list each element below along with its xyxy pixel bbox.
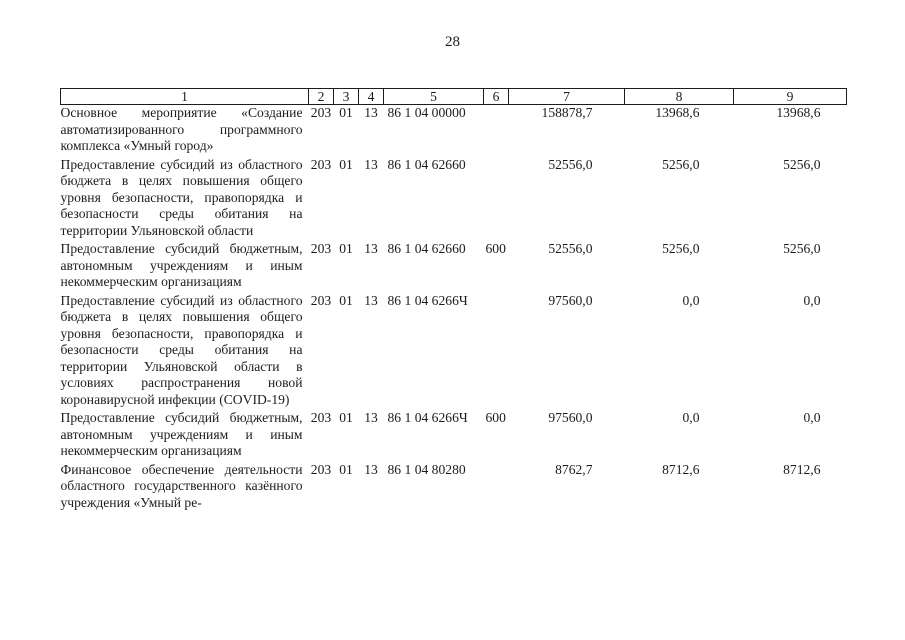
header-cell: 1 xyxy=(61,89,309,105)
header-cell: 7 xyxy=(509,89,625,105)
row-code-4: 13 xyxy=(364,156,378,172)
table-row xyxy=(61,157,847,242)
row-amount-7: 52556,0 xyxy=(548,156,593,172)
row-amount-7: 97560,0 xyxy=(548,410,593,425)
row-code-4: 13 xyxy=(364,105,378,120)
table-row xyxy=(61,410,847,462)
table-row xyxy=(61,293,847,411)
row-amount-8: 5256,0 xyxy=(662,241,700,256)
row-amount-8: 0,0 xyxy=(682,410,700,425)
row-code-4: 13 xyxy=(364,410,378,425)
row-code-5: 86 1 04 6266Ч xyxy=(387,410,468,425)
row-code-4: 13 xyxy=(364,461,378,477)
row-amount-8: 8712,6 xyxy=(662,461,700,477)
row-amount-7: 97560,0 xyxy=(548,292,593,308)
table-row xyxy=(61,241,847,293)
row-name: Финансовое обеспечение деятельности областного государственного казённого учреждения «Умный ре- xyxy=(60,461,303,510)
row-code-5: 86 1 04 62660 xyxy=(387,241,466,256)
row-code-2: 203 xyxy=(310,241,332,256)
row-code-2: 203 xyxy=(310,156,332,172)
row-code-6: 600 xyxy=(485,241,506,256)
row-code-2: 203 xyxy=(310,105,332,120)
row-amount-9: 13968,6 xyxy=(776,105,821,120)
row-code-3: 01 xyxy=(339,461,353,477)
row-code-3: 01 xyxy=(339,410,353,425)
header-cell: 2 xyxy=(309,89,334,105)
header-cell: 3 xyxy=(334,89,359,105)
header-row xyxy=(61,89,847,105)
row-amount-7: 8762,7 xyxy=(555,461,593,477)
row-name: Предоставление субсидий из областного бюджета в целях повышения общего уровня безопасности, правопорядка и безопасности среды обитания на территории Ульяновской области в условиях распространения новой коронавирусной инфекции (COVID-19) xyxy=(60,292,303,407)
row-code-6 xyxy=(484,105,509,157)
header-cell: 9 xyxy=(734,89,847,105)
header-cell: 5 xyxy=(384,89,484,105)
row-code-5: 86 1 04 6266Ч xyxy=(387,292,468,308)
table-row xyxy=(61,462,847,514)
row-name: Предоставление субсидий бюджетным, автономным учреждениям и иным некоммерческим организациям xyxy=(60,410,303,458)
row-amount-9: 5256,0 xyxy=(783,241,821,256)
row-code-4: 13 xyxy=(364,241,378,256)
row-amount-9: 0,0 xyxy=(803,292,821,308)
row-amount-9: 5256,0 xyxy=(783,156,821,172)
header-cell: 8 xyxy=(625,89,734,105)
row-amount-8: 0,0 xyxy=(682,292,700,308)
row-code-2: 203 xyxy=(310,461,332,477)
row-amount-7: 158878,7 xyxy=(541,105,593,120)
budget-table xyxy=(60,88,847,513)
row-code-2: 203 xyxy=(310,410,332,425)
row-code-4: 13 xyxy=(364,292,378,308)
table-row xyxy=(61,105,847,157)
row-code-6 xyxy=(484,157,509,242)
row-amount-8: 5256,0 xyxy=(662,156,700,172)
row-amount-8: 13968,6 xyxy=(655,105,700,120)
row-amount-7: 52556,0 xyxy=(548,241,593,256)
row-amount-9: 0,0 xyxy=(803,410,821,425)
header-cell: 4 xyxy=(359,89,384,105)
row-code-5: 86 1 04 62660 xyxy=(387,156,466,172)
row-code-5: 86 1 04 00000 xyxy=(387,105,466,120)
row-amount-9: 8712,6 xyxy=(783,461,821,477)
row-code-6 xyxy=(484,462,509,514)
row-code-3: 01 xyxy=(339,105,353,120)
row-code-5: 86 1 04 80280 xyxy=(387,461,466,477)
header-cell: 6 xyxy=(484,89,509,105)
row-code-2: 203 xyxy=(310,292,332,308)
row-code-3: 01 xyxy=(339,241,353,256)
row-code-3: 01 xyxy=(339,292,353,308)
row-name: Предоставление субсидий бюджетным, автономным учреждениям и иным некоммерческим организациям xyxy=(60,241,303,289)
row-name: Предоставление субсидий из областного бюджета в целях повышения общего уровня безопасности, правопорядка и безопасности среды обитания на территории Ульяновской области xyxy=(60,156,303,238)
row-code-6 xyxy=(484,293,509,411)
row-name: Основное мероприятие «Создание автоматизированного программного комплекса «Умный город» xyxy=(60,105,303,153)
page-number: 28 xyxy=(445,34,460,50)
row-code-6: 600 xyxy=(485,410,506,425)
row-code-3: 01 xyxy=(339,156,353,172)
